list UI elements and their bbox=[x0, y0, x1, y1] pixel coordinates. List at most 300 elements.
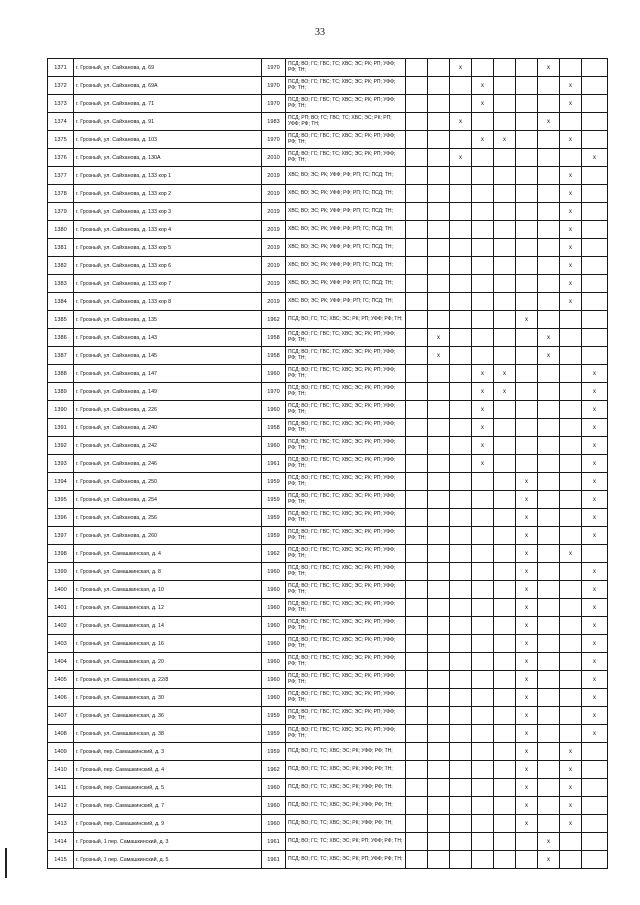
mark-cell bbox=[472, 59, 494, 77]
mark-cell bbox=[560, 383, 582, 401]
mark-cell bbox=[494, 347, 516, 365]
row-year: 1962 bbox=[262, 311, 286, 329]
mark-cell bbox=[428, 851, 450, 869]
mark-cell: x bbox=[472, 365, 494, 383]
row-year: 1959 bbox=[262, 527, 286, 545]
mark-cell bbox=[560, 59, 582, 77]
mark-cell: x bbox=[472, 383, 494, 401]
mark-cell bbox=[472, 797, 494, 815]
mark-cell: x bbox=[516, 761, 538, 779]
mark-cell bbox=[450, 203, 472, 221]
mark-cell bbox=[560, 707, 582, 725]
row-systems: ПСД; ВО; ГС; ГВС; ТС; ХВС; ЭС; РК; РП; УФФ; РФ; ТН; bbox=[286, 149, 406, 167]
row-year: 1960 bbox=[262, 581, 286, 599]
mark-cell bbox=[406, 743, 428, 761]
mark-cell bbox=[450, 563, 472, 581]
mark-cell: x bbox=[428, 329, 450, 347]
mark-cell: x bbox=[582, 491, 608, 509]
mark-cell bbox=[538, 167, 560, 185]
mark-cell bbox=[560, 635, 582, 653]
mark-cell: x bbox=[582, 401, 608, 419]
row-address: г. Грозный, пер. Самашкинский, д. 9 bbox=[74, 815, 262, 833]
row-address: г. Грозный, ул. Сайханова, д. 133 кор 8 bbox=[74, 293, 262, 311]
row-address: г. Грозный, ул. Сайханова, д. 69 bbox=[74, 59, 262, 77]
table-row bbox=[48, 239, 608, 257]
row-address: г. Грозный, пер. Самашкинский, д. 4 bbox=[74, 761, 262, 779]
row-year: 1970 bbox=[262, 383, 286, 401]
mark-cell bbox=[516, 149, 538, 167]
mark-cell bbox=[516, 329, 538, 347]
mark-cell bbox=[560, 149, 582, 167]
mark-cell: x bbox=[582, 581, 608, 599]
table-row bbox=[48, 509, 608, 527]
table-row bbox=[48, 617, 608, 635]
row-systems: ПСД; ВО; ГС; ГВС; ТС; ХВС; ЭС; РК; РП; УФФ; РФ; ТН; bbox=[286, 689, 406, 707]
mark-cell bbox=[538, 437, 560, 455]
mark-cell bbox=[494, 77, 516, 95]
row-systems: ПСД; ВО; ГС; ГВС; ТС; ХВС; ЭС; РК; РП; УФФ; РФ; ТН; bbox=[286, 527, 406, 545]
table-row bbox=[48, 149, 608, 167]
mark-cell: x bbox=[494, 131, 516, 149]
mark-cell bbox=[472, 257, 494, 275]
table-row bbox=[48, 491, 608, 509]
row-id: 1414 bbox=[48, 833, 74, 851]
mark-cell: x bbox=[582, 671, 608, 689]
mark-cell bbox=[582, 329, 608, 347]
mark-cell bbox=[406, 671, 428, 689]
mark-cell bbox=[406, 383, 428, 401]
mark-cell bbox=[516, 833, 538, 851]
mark-cell bbox=[406, 473, 428, 491]
mark-cell bbox=[538, 563, 560, 581]
mark-cell bbox=[560, 617, 582, 635]
mark-cell: x bbox=[582, 473, 608, 491]
mark-cell bbox=[406, 401, 428, 419]
mark-cell bbox=[428, 761, 450, 779]
row-id: 1401 bbox=[48, 599, 74, 617]
mark-cell bbox=[406, 491, 428, 509]
mark-cell bbox=[450, 671, 472, 689]
row-systems: ХВС; ВО; ЭС; РК; УФФ; РФ; РП; ГС; ПСД; ТН; bbox=[286, 203, 406, 221]
mark-cell bbox=[428, 365, 450, 383]
mark-cell bbox=[472, 347, 494, 365]
mark-cell bbox=[494, 293, 516, 311]
row-address: г. Грозный, ул. Сайханова, д. 242 bbox=[74, 437, 262, 455]
row-systems: ПСД; ВО; ГС; ГВС; ТС; ХВС; ЭС; РК; РП; УФФ; РФ; ТН; bbox=[286, 455, 406, 473]
mark-cell bbox=[450, 131, 472, 149]
mark-cell bbox=[472, 149, 494, 167]
row-id: 1395 bbox=[48, 491, 74, 509]
mark-cell bbox=[582, 113, 608, 131]
table-row bbox=[48, 167, 608, 185]
row-address: г. Грозный, ул. Самашкинская, д. 8 bbox=[74, 563, 262, 581]
mark-cell: x bbox=[516, 743, 538, 761]
mark-cell bbox=[428, 833, 450, 851]
row-year: 1960 bbox=[262, 563, 286, 581]
mark-cell bbox=[406, 509, 428, 527]
mark-cell: x bbox=[582, 707, 608, 725]
mark-cell: x bbox=[516, 635, 538, 653]
mark-cell: x bbox=[560, 221, 582, 239]
row-systems: ПСД; ВО; ГС; ГВС; ТС; ХВС; ЭС; РК; РП; УФФ; РФ; ТН; bbox=[286, 671, 406, 689]
mark-cell bbox=[428, 113, 450, 131]
table-row bbox=[48, 815, 608, 833]
row-address: г. Грозный, ул. Самашкинская, д. 12 bbox=[74, 599, 262, 617]
mark-cell bbox=[582, 275, 608, 293]
table-row bbox=[48, 671, 608, 689]
row-id: 1397 bbox=[48, 527, 74, 545]
mark-cell bbox=[428, 671, 450, 689]
row-systems: ХВС; ВО; ЭС; РК; УФФ; РФ; РП; ГС; ПСД; ТН; bbox=[286, 185, 406, 203]
mark-cell bbox=[450, 419, 472, 437]
mark-cell bbox=[472, 815, 494, 833]
mark-cell bbox=[494, 689, 516, 707]
table-row bbox=[48, 383, 608, 401]
mark-cell bbox=[516, 851, 538, 869]
row-id: 1391 bbox=[48, 419, 74, 437]
row-year: 1961 bbox=[262, 851, 286, 869]
table-row bbox=[48, 545, 608, 563]
mark-cell bbox=[428, 581, 450, 599]
mark-cell bbox=[472, 527, 494, 545]
mark-cell bbox=[538, 815, 560, 833]
mark-cell bbox=[406, 455, 428, 473]
mark-cell bbox=[582, 131, 608, 149]
mark-cell bbox=[560, 599, 582, 617]
mark-cell bbox=[472, 851, 494, 869]
mark-cell: x bbox=[472, 401, 494, 419]
row-id: 1413 bbox=[48, 815, 74, 833]
mark-cell bbox=[538, 617, 560, 635]
mark-cell: x bbox=[538, 329, 560, 347]
mark-cell bbox=[428, 77, 450, 95]
mark-cell bbox=[516, 365, 538, 383]
mark-cell bbox=[406, 815, 428, 833]
row-address: г. Грозный, ул. Сайханова, д. 130А bbox=[74, 149, 262, 167]
mark-cell bbox=[494, 491, 516, 509]
row-systems: ПСД; ВО; ГС; ТС; ХВС; ЭС; РК; УФФ; РФ; ТН; bbox=[286, 761, 406, 779]
mark-cell bbox=[472, 671, 494, 689]
row-address: г. Грозный, ул. Самашкинская, д. 14 bbox=[74, 617, 262, 635]
mark-cell bbox=[406, 185, 428, 203]
mark-cell bbox=[560, 581, 582, 599]
row-address: г. Грозный, ул. Самашкинская, д. 30 bbox=[74, 689, 262, 707]
mark-cell bbox=[494, 617, 516, 635]
mark-cell bbox=[538, 527, 560, 545]
mark-cell bbox=[494, 509, 516, 527]
mark-cell: x bbox=[450, 113, 472, 131]
mark-cell bbox=[560, 725, 582, 743]
row-systems: ПСД; ВО; ГС; ГВС; ТС; ХВС; ЭС; РК; РП; УФФ; РФ; ТН; bbox=[286, 545, 406, 563]
mark-cell bbox=[494, 671, 516, 689]
table-row bbox=[48, 761, 608, 779]
mark-cell bbox=[560, 653, 582, 671]
mark-cell: x bbox=[516, 653, 538, 671]
mark-cell bbox=[582, 779, 608, 797]
row-address: г. Грозный, ул. Сайханова, д. 135 bbox=[74, 311, 262, 329]
mark-cell bbox=[582, 293, 608, 311]
mark-cell: x bbox=[516, 581, 538, 599]
mark-cell bbox=[560, 347, 582, 365]
row-systems: ПСД; ВО; ГС; ГВС; ТС; ХВС; ЭС; РК; РП; УФФ; РФ; ТН; bbox=[286, 131, 406, 149]
mark-cell bbox=[516, 203, 538, 221]
row-id: 1402 bbox=[48, 617, 74, 635]
mark-cell bbox=[472, 473, 494, 491]
mark-cell bbox=[494, 221, 516, 239]
mark-cell bbox=[538, 671, 560, 689]
row-year: 1959 bbox=[262, 473, 286, 491]
row-address: г. Грозный, ул. Самашкинская, д. 36 bbox=[74, 707, 262, 725]
mark-cell bbox=[582, 257, 608, 275]
mark-cell: x bbox=[560, 797, 582, 815]
row-year: 1959 bbox=[262, 725, 286, 743]
mark-cell bbox=[472, 743, 494, 761]
table-row bbox=[48, 203, 608, 221]
mark-cell bbox=[428, 149, 450, 167]
mark-cell bbox=[406, 221, 428, 239]
mark-cell: x bbox=[538, 851, 560, 869]
mark-cell: x bbox=[560, 203, 582, 221]
mark-cell bbox=[516, 221, 538, 239]
mark-cell: x bbox=[582, 653, 608, 671]
mark-cell bbox=[406, 95, 428, 113]
table-row bbox=[48, 653, 608, 671]
table-row bbox=[48, 347, 608, 365]
mark-cell: x bbox=[516, 545, 538, 563]
mark-cell bbox=[428, 707, 450, 725]
mark-cell bbox=[494, 203, 516, 221]
row-year: 1961 bbox=[262, 833, 286, 851]
mark-cell bbox=[494, 95, 516, 113]
row-id: 1384 bbox=[48, 293, 74, 311]
mark-cell bbox=[472, 689, 494, 707]
mark-cell bbox=[538, 383, 560, 401]
mark-cell: x bbox=[494, 365, 516, 383]
row-address: г. Грозный, ул. Сайханова, д. 133 кор 7 bbox=[74, 275, 262, 293]
row-id: 1396 bbox=[48, 509, 74, 527]
mark-cell bbox=[472, 707, 494, 725]
row-year: 1960 bbox=[262, 815, 286, 833]
mark-cell bbox=[538, 581, 560, 599]
mark-cell bbox=[406, 59, 428, 77]
mark-cell bbox=[450, 257, 472, 275]
mark-cell bbox=[494, 707, 516, 725]
scan-edge-mark bbox=[5, 848, 7, 878]
mark-cell bbox=[406, 833, 428, 851]
mark-cell bbox=[582, 311, 608, 329]
row-year: 1960 bbox=[262, 797, 286, 815]
row-systems: ПСД; ВО; ГС; ГВС; ТС; ХВС; ЭС; РК; РП; УФФ; РФ; ТН; bbox=[286, 653, 406, 671]
mark-cell bbox=[560, 671, 582, 689]
row-systems: ХВС; ВО; ЭС; РК; УФФ; РФ; РП; ГС; ПСД; ТН; bbox=[286, 167, 406, 185]
table-row bbox=[48, 95, 608, 113]
mark-cell bbox=[406, 131, 428, 149]
row-year: 1960 bbox=[262, 401, 286, 419]
mark-cell bbox=[450, 779, 472, 797]
mark-cell: x bbox=[582, 149, 608, 167]
mark-cell bbox=[538, 779, 560, 797]
mark-cell bbox=[472, 275, 494, 293]
mark-cell bbox=[538, 545, 560, 563]
row-id: 1381 bbox=[48, 239, 74, 257]
mark-cell bbox=[406, 167, 428, 185]
mark-cell bbox=[450, 581, 472, 599]
mark-cell bbox=[494, 851, 516, 869]
mark-cell bbox=[472, 563, 494, 581]
row-address: г. Грозный, ул. Сайханова, д. 71 bbox=[74, 95, 262, 113]
mark-cell bbox=[450, 365, 472, 383]
table-row bbox=[48, 707, 608, 725]
table-row bbox=[48, 365, 608, 383]
mark-cell bbox=[406, 707, 428, 725]
row-year: 1959 bbox=[262, 707, 286, 725]
mark-cell: x bbox=[516, 473, 538, 491]
row-address: г. Грозный, ул. Сайханова, д. 246 bbox=[74, 455, 262, 473]
mark-cell: x bbox=[582, 617, 608, 635]
mark-cell: x bbox=[516, 815, 538, 833]
row-address: г. Грозный, ул. Сайханова, д. 260 bbox=[74, 527, 262, 545]
mark-cell bbox=[406, 617, 428, 635]
mark-cell bbox=[494, 419, 516, 437]
mark-cell bbox=[538, 473, 560, 491]
row-id: 1393 bbox=[48, 455, 74, 473]
row-address: г. Грозный, ул. Сайханова, д. 91 bbox=[74, 113, 262, 131]
mark-cell bbox=[406, 797, 428, 815]
row-id: 1400 bbox=[48, 581, 74, 599]
row-address: г. Грозный, ул. Сайханова, д. 145 bbox=[74, 347, 262, 365]
mark-cell: x bbox=[538, 113, 560, 131]
mark-cell bbox=[560, 833, 582, 851]
table-row bbox=[48, 833, 608, 851]
mark-cell bbox=[494, 743, 516, 761]
mark-cell bbox=[516, 437, 538, 455]
row-id: 1387 bbox=[48, 347, 74, 365]
mark-cell bbox=[472, 581, 494, 599]
mark-cell: x bbox=[538, 59, 560, 77]
row-id: 1376 bbox=[48, 149, 74, 167]
row-id: 1371 bbox=[48, 59, 74, 77]
mark-cell bbox=[472, 491, 494, 509]
mark-cell bbox=[538, 491, 560, 509]
mark-cell bbox=[406, 851, 428, 869]
mark-cell bbox=[428, 779, 450, 797]
row-year: 1961 bbox=[262, 455, 286, 473]
row-systems: ПСД; ВО; ГС; ТС; ХВС; ЭС; РК; РП; УФФ; РФ; ТН; bbox=[286, 851, 406, 869]
row-systems: ПСД; ВО; ГС; ГВС; ТС; ХВС; ЭС; РК; РП; УФФ; РФ; ТН; bbox=[286, 401, 406, 419]
mark-cell bbox=[428, 455, 450, 473]
mark-cell bbox=[472, 239, 494, 257]
mark-cell bbox=[582, 815, 608, 833]
mark-cell bbox=[560, 473, 582, 491]
mark-cell bbox=[560, 437, 582, 455]
mark-cell: x bbox=[582, 437, 608, 455]
mark-cell: x bbox=[472, 95, 494, 113]
row-address: г. Грозный, ул. Сайханова, д. 133 кор 6 bbox=[74, 257, 262, 275]
mark-cell bbox=[428, 167, 450, 185]
row-id: 1392 bbox=[48, 437, 74, 455]
mark-cell bbox=[494, 725, 516, 743]
mark-cell bbox=[560, 455, 582, 473]
mark-cell bbox=[560, 401, 582, 419]
mark-cell bbox=[450, 689, 472, 707]
mark-cell bbox=[428, 419, 450, 437]
mark-cell bbox=[516, 257, 538, 275]
register-body bbox=[48, 59, 608, 869]
mark-cell bbox=[538, 131, 560, 149]
row-year: 2019 bbox=[262, 293, 286, 311]
mark-cell bbox=[538, 311, 560, 329]
mark-cell bbox=[472, 635, 494, 653]
mark-cell bbox=[450, 383, 472, 401]
mark-cell: x bbox=[494, 383, 516, 401]
row-year: 1958 bbox=[262, 419, 286, 437]
mark-cell bbox=[538, 419, 560, 437]
mark-cell bbox=[406, 689, 428, 707]
mark-cell bbox=[494, 401, 516, 419]
row-id: 1385 bbox=[48, 311, 74, 329]
mark-cell: x bbox=[538, 833, 560, 851]
mark-cell bbox=[450, 311, 472, 329]
row-id: 1398 bbox=[48, 545, 74, 563]
row-systems: ХВС; ВО; ЭС; РК; УФФ; РФ; РП; ГС; ПСД; ТН; bbox=[286, 275, 406, 293]
mark-cell bbox=[538, 761, 560, 779]
mark-cell bbox=[538, 95, 560, 113]
mark-cell bbox=[406, 149, 428, 167]
mark-cell bbox=[538, 455, 560, 473]
row-systems: ПСД; ВО; ГС; ГВС; ТС; ХВС; ЭС; РК; РП; УФФ; РФ; ТН; bbox=[286, 599, 406, 617]
mark-cell bbox=[406, 437, 428, 455]
row-year: 1960 bbox=[262, 365, 286, 383]
mark-cell bbox=[582, 347, 608, 365]
row-address: г. Грозный, пер. Самашкинский, д. 3 bbox=[74, 743, 262, 761]
mark-cell bbox=[538, 509, 560, 527]
mark-cell bbox=[450, 815, 472, 833]
mark-cell bbox=[450, 329, 472, 347]
mark-cell: x bbox=[428, 347, 450, 365]
mark-cell: x bbox=[560, 131, 582, 149]
mark-cell bbox=[560, 311, 582, 329]
mark-cell bbox=[406, 761, 428, 779]
mark-cell bbox=[428, 797, 450, 815]
mark-cell bbox=[450, 617, 472, 635]
table-row bbox=[48, 725, 608, 743]
table-row bbox=[48, 635, 608, 653]
row-year: 1960 bbox=[262, 635, 286, 653]
mark-cell: x bbox=[560, 185, 582, 203]
table-row bbox=[48, 527, 608, 545]
mark-cell bbox=[472, 653, 494, 671]
mark-cell bbox=[472, 113, 494, 131]
mark-cell bbox=[406, 311, 428, 329]
mark-cell: x bbox=[450, 149, 472, 167]
mark-cell: x bbox=[472, 419, 494, 437]
mark-cell bbox=[516, 167, 538, 185]
mark-cell bbox=[494, 185, 516, 203]
row-address: г. Грозный, ул. Сайханова, д. 256 bbox=[74, 509, 262, 527]
row-year: 1960 bbox=[262, 689, 286, 707]
row-systems: ПСД; ВО; ГС; ТС; ХВС; ЭС; РК; УФФ; РФ; ТН; bbox=[286, 815, 406, 833]
mark-cell bbox=[494, 581, 516, 599]
mark-cell: x bbox=[582, 563, 608, 581]
table-row bbox=[48, 743, 608, 761]
table-row bbox=[48, 113, 608, 131]
mark-cell bbox=[450, 347, 472, 365]
mark-cell bbox=[494, 275, 516, 293]
mark-cell bbox=[428, 203, 450, 221]
mark-cell bbox=[406, 365, 428, 383]
mark-cell bbox=[406, 347, 428, 365]
table-row bbox=[48, 599, 608, 617]
